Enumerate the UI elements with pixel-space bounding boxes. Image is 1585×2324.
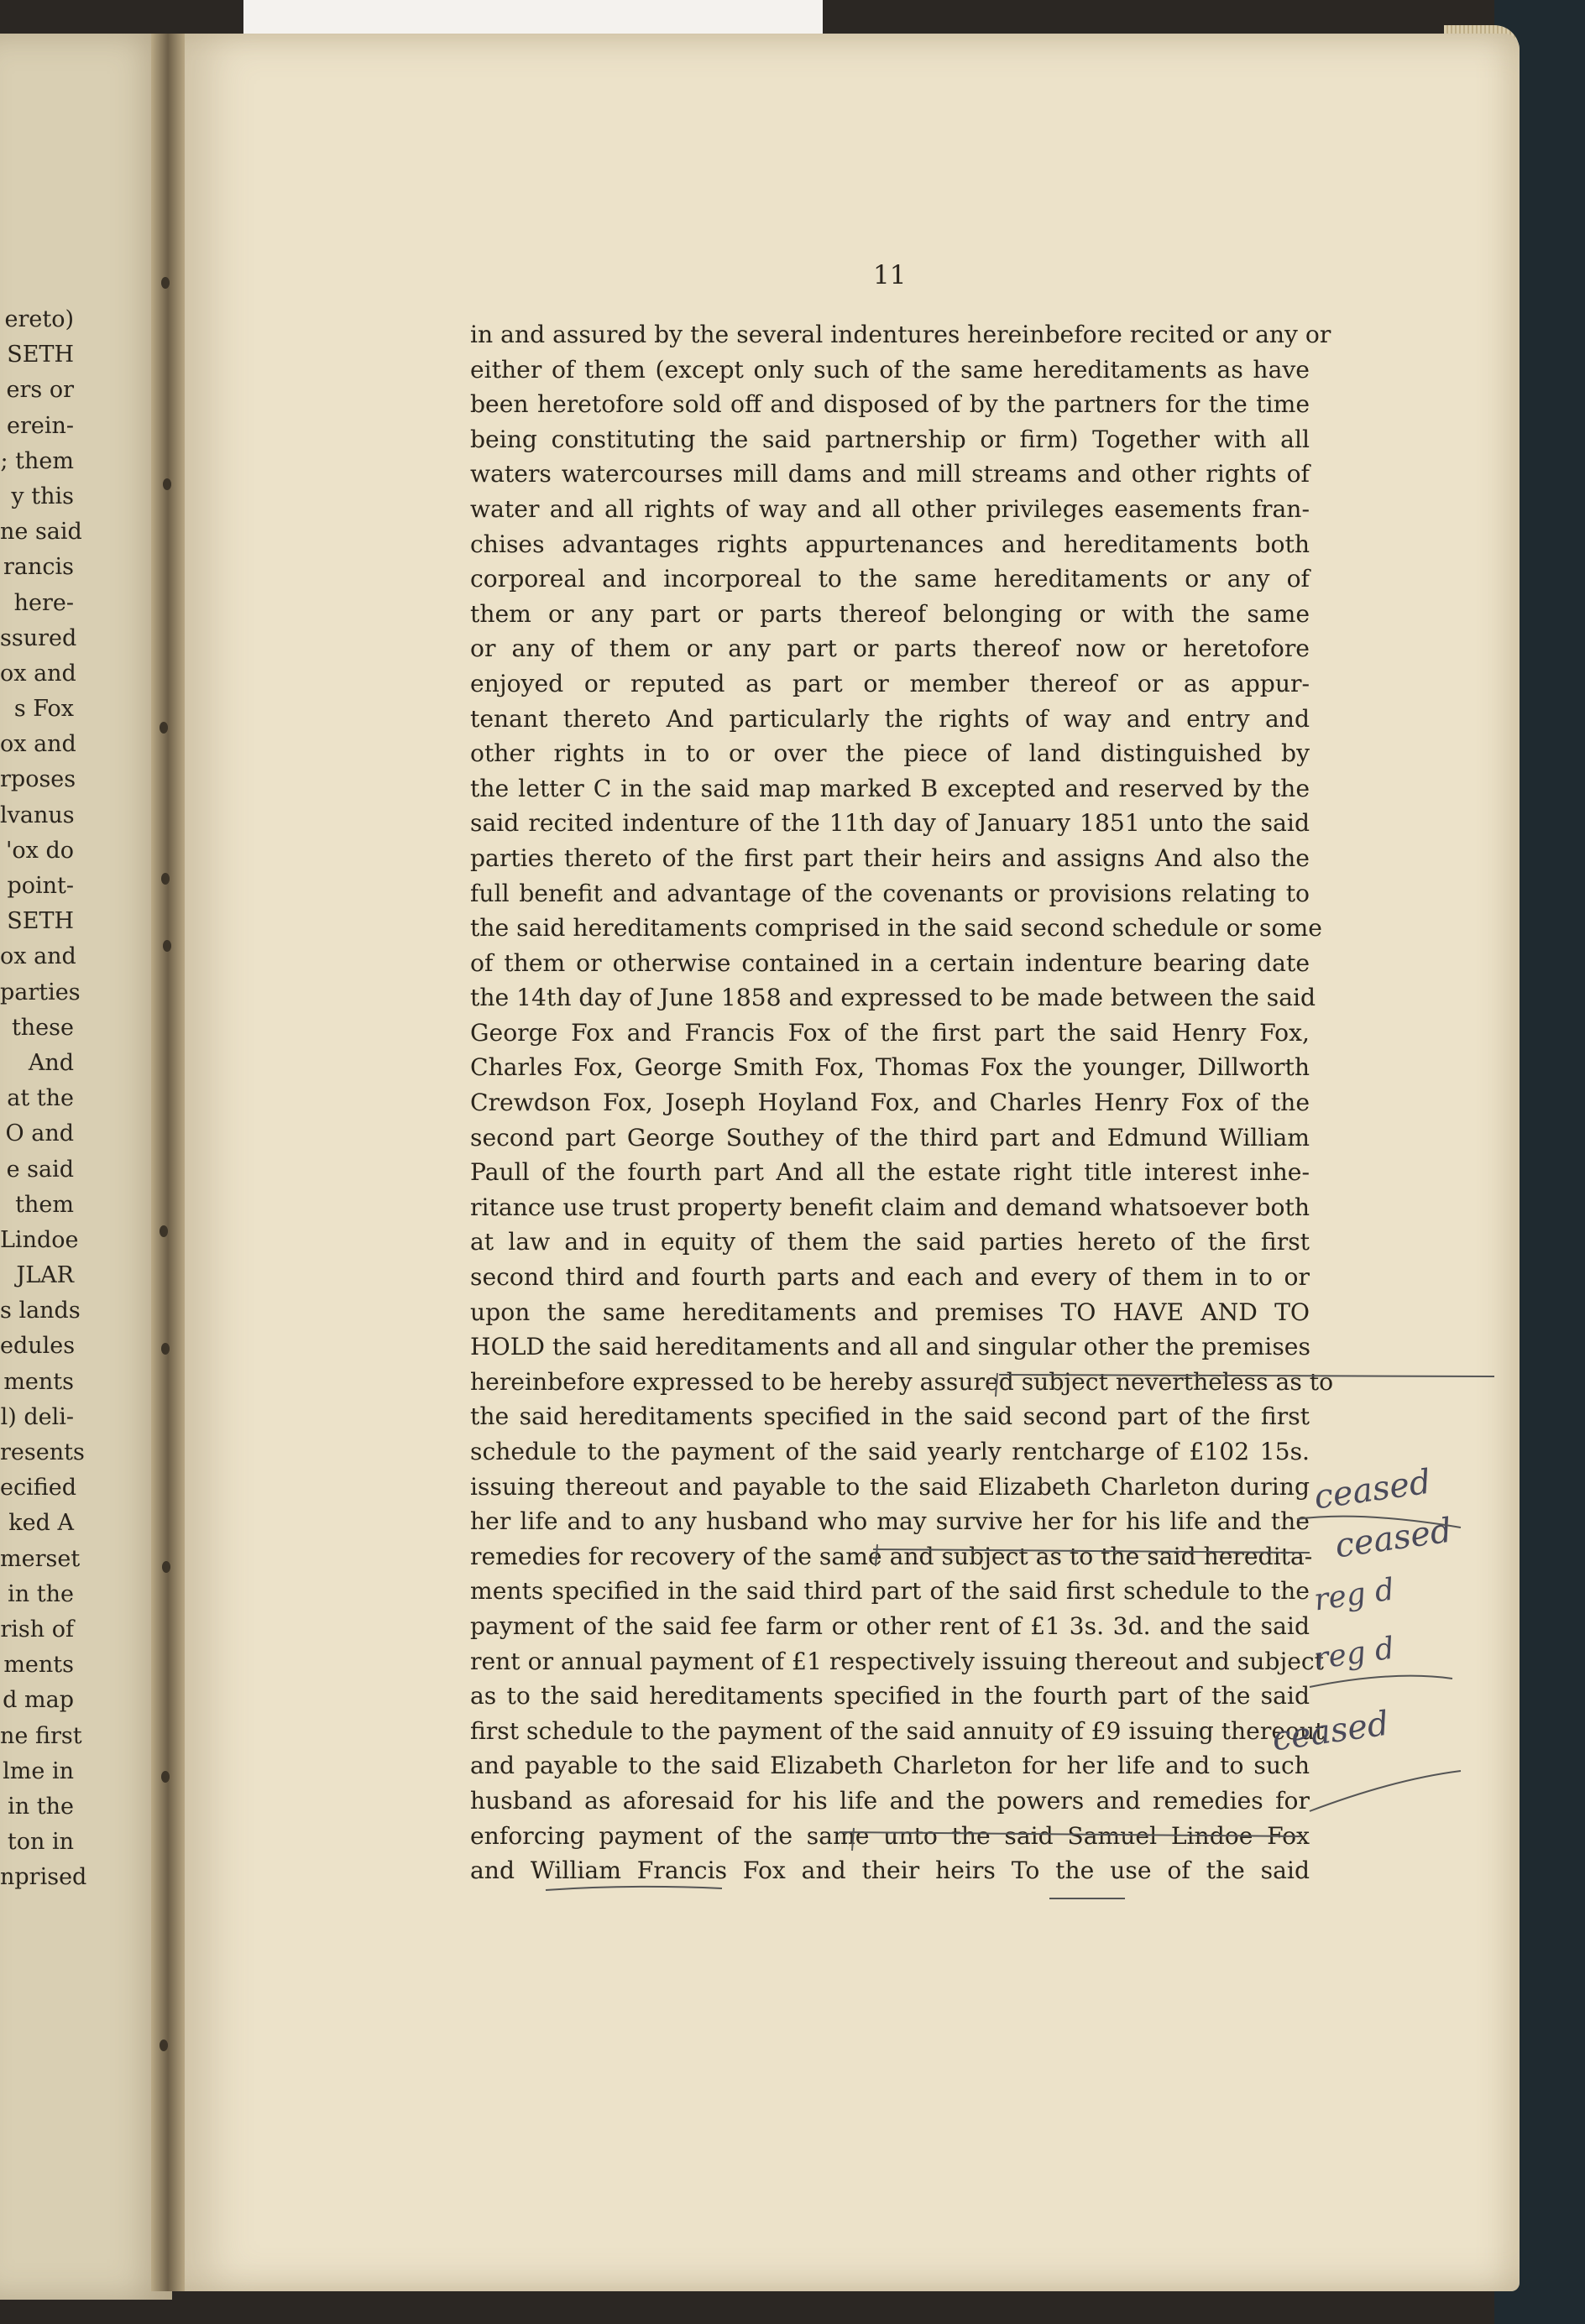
left-fragment-line: ox and (0, 731, 76, 758)
left-fragment-line: JLAR (16, 1262, 74, 1289)
text-line: of them or otherwise contained in a certain indenture bearing date (470, 948, 1310, 977)
left-fragment-line: ers or (6, 377, 74, 404)
binding-nick (160, 722, 168, 734)
left-fragment-line: l) deli- (0, 1403, 74, 1430)
text-line: her life and to any husband who may survive her for his life and the (470, 1507, 1310, 1536)
left-fragment-line: SETH (7, 342, 74, 368)
text-line: either of them (except only such of the same hereditaments as have (470, 355, 1310, 384)
left-fragment-line: d map (3, 1687, 74, 1714)
left-page-text-fragments (0, 302, 87, 1895)
left-fragment-line: merset (0, 1545, 81, 1572)
left-fragment-line: lvanus (0, 802, 75, 828)
text-line: issuing thereout and payable to the said Elizabeth Charleton during (470, 1472, 1310, 1501)
text-line: as to the said hereditaments specified in the fourth part of the said (470, 1682, 1310, 1710)
text-line: schedule to the payment of the said yearly rentcharge of £102 15s. (470, 1438, 1310, 1465)
binding-nick (160, 2039, 168, 2051)
text-line: parties thereto of the first part their heirs and assigns And also the (470, 843, 1310, 872)
binding-nick (160, 1225, 168, 1237)
text-line: being constituting the said partnership or firm) Together with all (470, 425, 1310, 453)
left-fragment-line: rish of (0, 1616, 74, 1642)
left-fragment-line: rposes (0, 766, 76, 793)
binding-nick (161, 873, 170, 885)
text-line: second part George Southey of the third part and Edmund William (470, 1123, 1310, 1152)
text-line: payment of the said fee farm or other rent of £1 3s. 3d. and the said (470, 1611, 1310, 1640)
margin-note-reg-1: reg d (1311, 1572, 1397, 1618)
left-fragment-line: y this (11, 483, 74, 509)
text-line: chises advantages rights appurtenances and hereditaments both (470, 530, 1310, 558)
text-line: full benefit and advantage of the covenants or provisions relating to (470, 879, 1310, 907)
margin-note-ceased-1: ceased (1311, 1462, 1434, 1517)
margin-note-reg-2: reg d (1311, 1631, 1397, 1677)
left-fragment-line: in the (8, 1793, 74, 1820)
text-line: or any of them or any part or parts thereof now or heretofore (470, 635, 1310, 663)
left-fragment-line: e said (6, 1156, 74, 1183)
left-fragment-line: erein- (6, 412, 74, 439)
text-line: first schedule to the payment of the said annuity of £9 issuing thereout (470, 1716, 1325, 1745)
binding-nick (163, 478, 171, 490)
left-fragment-line: nprised (0, 1864, 87, 1891)
left-fragment-line: ments (3, 1368, 74, 1395)
left-fragment-line: O and (5, 1120, 74, 1147)
text-line: Paull of the fourth part And all the estate right title interest inhe- (470, 1158, 1310, 1187)
left-fragment-line: resents (0, 1439, 85, 1465)
binding-nick (162, 1561, 170, 1573)
text-line: second third and fourth parts and each and every of them in to or (470, 1263, 1310, 1292)
text-line: upon the same hereditaments and premises TO HAVE AND TO (470, 1298, 1310, 1326)
text-line: rent or annual payment of £1 respectively issuing thereout and subject (470, 1647, 1325, 1675)
left-fragment-line: ton in (7, 1829, 74, 1856)
left-fragment-line: Lindoe (0, 1226, 79, 1253)
text-line: the said hereditaments specified in the said second part of the first (470, 1402, 1310, 1431)
text-line: and William Francis Fox and their heirs To the use of the said (470, 1857, 1310, 1885)
text-line: said recited indenture of the 11th day of January 1851 unto the said (470, 809, 1310, 838)
left-fragment-line: SETH (7, 908, 74, 935)
left-fragment-line: at the (7, 1085, 74, 1112)
book-gutter (151, 34, 185, 2291)
text-line: HOLD the said hereditaments and all and singular other the premises (470, 1333, 1310, 1361)
text-line: corporeal and incorporeal to the same hereditaments or any of (470, 565, 1310, 593)
text-line: Crewdson Fox, Joseph Hoyland Fox, and Charles Henry Fox of the (470, 1089, 1310, 1117)
text-line: enjoyed or reputed as part or member thereof or as appur- (470, 669, 1310, 697)
left-fragment-line: rancis (3, 554, 74, 581)
left-fragment-line: ereto) (4, 306, 74, 332)
left-fragment-line: here- (13, 589, 74, 616)
margin-note-ceased-2: ceased (1332, 1511, 1455, 1566)
text-line: the said hereditaments comprised in the said second schedule or some (470, 914, 1322, 943)
text-line: them or any part or parts thereof belonging or with the same (470, 599, 1310, 628)
text-line: Charles Fox, George Smith Fox, Thomas Fox the younger, Dillworth (470, 1053, 1310, 1082)
left-fragment-line: ox and (0, 943, 76, 970)
text-line: at law and in equity of them the said parties hereto of the first (470, 1228, 1310, 1256)
page-number: 11 (873, 260, 907, 290)
text-line: and payable to the said Elizabeth Charleton for her life and to such (470, 1752, 1310, 1780)
left-fragment-line: s Fox (13, 696, 74, 723)
binding-nick (163, 940, 171, 952)
text-line: tenant thereto And particularly the rights of way and entry and (470, 704, 1310, 733)
left-fragment-line: ne said (0, 519, 82, 546)
text-line: water and all rights of way and all other privileges easements fran- (470, 494, 1310, 523)
text-line: in and assured by the several indentures hereinbefore recited or any or (470, 321, 1331, 348)
left-fragment-line: in the (8, 1580, 74, 1607)
left-fragment-line: ked A (8, 1510, 74, 1537)
text-line: hereinbefore expressed to be hereby assured subject nevertheless as to (470, 1367, 1334, 1396)
text-line: been heretofore sold off and disposed of by the partners for the time (470, 390, 1310, 419)
left-fragment-line: ; them (0, 447, 74, 474)
text-line: George Fox and Francis Fox of the first part the said Henry Fox, (470, 1018, 1310, 1047)
text-line: other rights in to or over the piece of land distinguished by (470, 739, 1310, 768)
left-fragment-line: ecified (0, 1475, 77, 1501)
left-fragment-line: ments (3, 1652, 74, 1679)
text-line: husband as aforesaid for his life and the powers and remedies for (470, 1786, 1310, 1815)
text-line: ments specified in the said third part of the said first schedule to the (470, 1577, 1310, 1606)
text-line: waters watercourses mill dams and mill streams and other rights of (470, 460, 1310, 488)
text-line: enforcing payment of the same unto the said Samuel Lindoe Fox (470, 1821, 1310, 1850)
text-line: ritance use trust property benefit claim and demand whatsoever both (470, 1193, 1310, 1221)
left-fragment-line: them (15, 1191, 74, 1218)
text-line: the 14th day of June 1858 and expressed to be made between the said (470, 984, 1316, 1012)
left-fragment-line: And (28, 1049, 74, 1076)
left-fragment-line: ssured (0, 624, 77, 651)
left-fragment-line: point- (7, 873, 74, 899)
left-fragment-line: lme in (3, 1757, 74, 1784)
left-fragment-line: parties (0, 979, 81, 1005)
left-fragment-line: ox and (0, 660, 76, 687)
left-fragment-line: 'ox do (5, 837, 74, 864)
left-fragment-line: s lands (0, 1298, 81, 1324)
left-fragment-line: edules (0, 1333, 76, 1360)
margin-note-ceased-3: ceased (1269, 1704, 1392, 1759)
text-line: the letter C in the said map marked B excepted and reserved by the (470, 774, 1310, 802)
binding-nick (161, 277, 170, 289)
left-fragment-line: ne first (0, 1722, 82, 1749)
binding-nick (161, 1771, 170, 1783)
left-fragment-line: these (11, 1014, 74, 1041)
binding-nick (161, 1343, 170, 1355)
text-line: remedies for recovery of the same and subject as to the said heredita- (470, 1542, 1313, 1570)
